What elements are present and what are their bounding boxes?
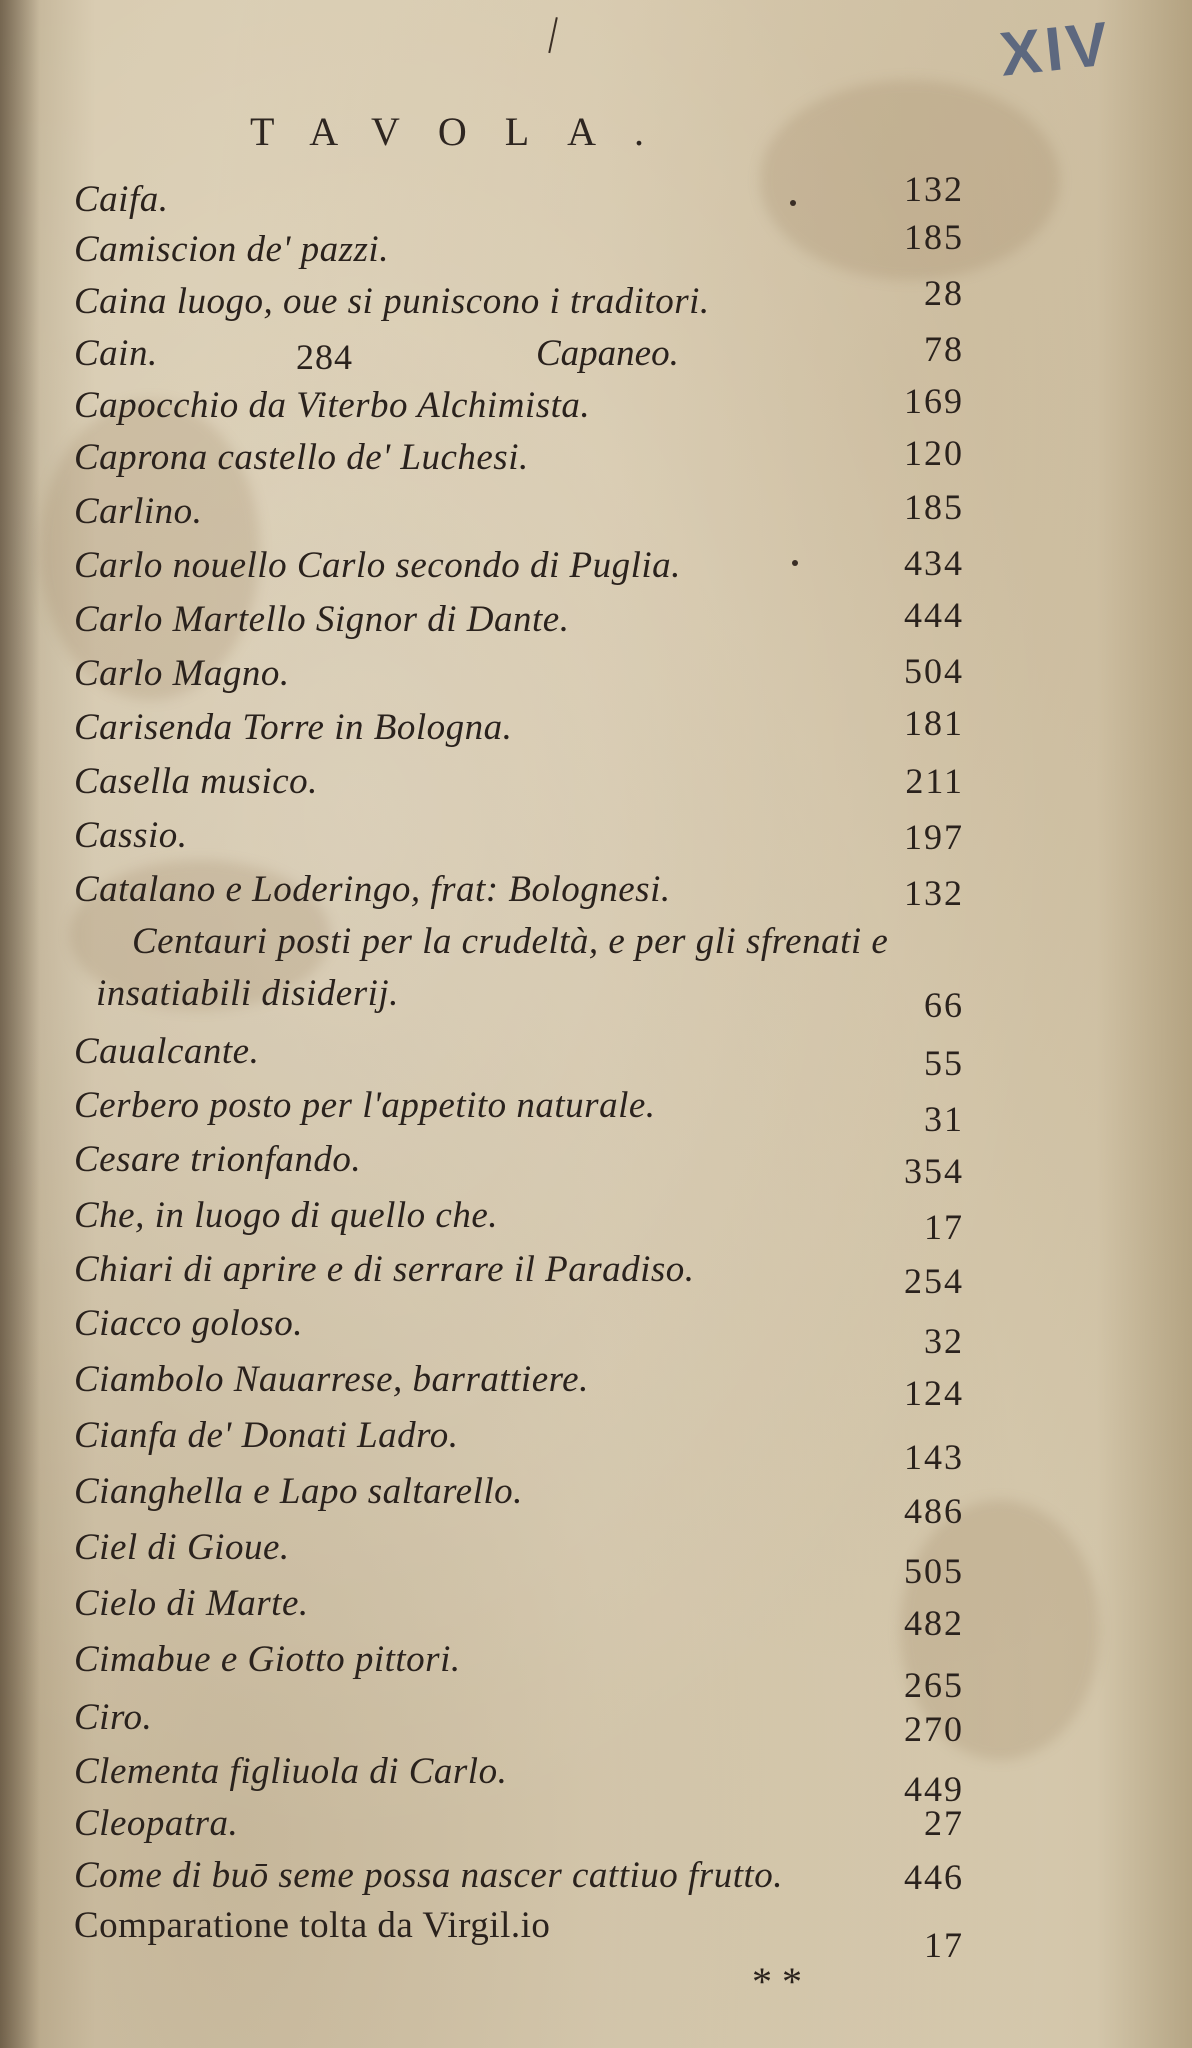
entry-text: Casella musico.: [74, 761, 318, 802]
entry-text: Cassio.: [74, 815, 188, 856]
index-entry: [0, 487, 1192, 538]
entry-page: 31: [924, 1099, 964, 1139]
entry-text: Cain.: [74, 333, 158, 374]
entry-text: Cerbero posto per l'appetito naturale.: [74, 1085, 656, 1126]
entry-page: 434: [904, 543, 964, 583]
entry-page: 132: [904, 873, 964, 913]
entry-page: 78: [924, 329, 964, 369]
entry-page: 169: [904, 381, 964, 421]
entry-page: 211: [905, 761, 964, 801]
entry-page: 197: [904, 817, 964, 857]
entry-text: Caina luogo, oue si puniscono i traditori.: [74, 281, 710, 322]
end-ornament: **: [752, 1959, 812, 2004]
handwritten-folio-number: XIV: [996, 9, 1116, 90]
entry-page: 444: [904, 595, 964, 635]
index-entry: [0, 920, 1192, 968]
entry-text: Caualcante.: [74, 1031, 260, 1072]
entry-text: Caifa.: [74, 179, 169, 220]
entry-text: Cesare trionfando.: [74, 1139, 362, 1180]
entry-text: Carlino.: [74, 491, 203, 532]
index-entry: [0, 1802, 1192, 1850]
index-entry: [0, 1248, 1192, 1301]
entry-page: 486: [904, 1491, 964, 1531]
index-entry: [0, 1138, 1192, 1191]
index-entry: [0, 433, 1192, 484]
ink-mark: |: [545, 8, 563, 55]
entry-text: Clementa figliuola di Carlo.: [74, 1751, 508, 1792]
entry-text: Catalano e Loderingo, frat: Bolognesi.: [74, 869, 671, 910]
entry-page: 482: [904, 1603, 964, 1643]
entry-text: Carlo Martello Signor di Dante.: [74, 599, 570, 640]
index-entry: [0, 1696, 1192, 1749]
entry-text: Carlo nouello Carlo secondo di Puglia.: [74, 545, 681, 586]
entry-text: Come di buō seme possa nascer cattiuo frutto.: [74, 1855, 784, 1896]
entry-page-inline: 284: [296, 337, 353, 377]
entry-text: Cleopatra.: [74, 1803, 239, 1844]
entry-text: Cianfa de' Donati Ladro.: [74, 1415, 459, 1456]
entry-text: Cimabue e Giotto pittori.: [74, 1639, 461, 1680]
entry-page: 265: [904, 1665, 964, 1705]
index-entry: [0, 1750, 1192, 1809]
entry-page: 124: [904, 1373, 964, 1413]
index-entry: [0, 868, 1192, 916]
entry-page: 504: [904, 651, 964, 691]
entry-page: 185: [904, 217, 964, 257]
entry-text: Cielo di Marte.: [74, 1583, 309, 1624]
index-entry: [0, 1302, 1192, 1361]
entry-page: 185: [904, 487, 964, 527]
index-entry: [0, 703, 1192, 754]
entry-page: 132: [904, 169, 964, 209]
index-entry: [0, 652, 1192, 700]
entry-page: 354: [904, 1151, 964, 1191]
index-entry: [0, 217, 1192, 276]
index-entry: [0, 1526, 1192, 1591]
index-entry: [0, 544, 1192, 592]
entry-page: 17: [924, 1925, 964, 1965]
entry-page: 446: [904, 1857, 964, 1897]
entry-text: Ciro.: [74, 1697, 153, 1738]
entry-text: Ciel di Gioue.: [74, 1527, 290, 1568]
index-entry: [0, 595, 1192, 646]
entry-page: 27: [924, 1803, 964, 1843]
entry-page: 143: [904, 1437, 964, 1477]
entry-text: Carisenda Torre in Bologna.: [74, 707, 513, 748]
entry-text: Centauri posti per la crudeltà, e per gli sfrenati e: [132, 921, 889, 962]
entry-page: 449: [904, 1769, 964, 1809]
entry-text: Capocchio da Viterbo Alchimista.: [74, 385, 591, 426]
entry-text: Cianghella e Lapo saltarello.: [74, 1471, 523, 1512]
index-entry: [0, 1854, 1192, 1902]
entry-page: 32: [924, 1321, 964, 1361]
index-entry: [0, 1582, 1192, 1643]
index-entry: [0, 1470, 1192, 1531]
index-entry: [0, 329, 1192, 380]
entry-text: Carlo Magno.: [74, 653, 290, 694]
entry-text: insatiabili disiderij.: [96, 973, 399, 1014]
entry-page: 17: [924, 1207, 964, 1247]
entry-text: Che, in luogo di quello che.: [74, 1195, 499, 1236]
entry-page: 181: [904, 703, 964, 743]
entry-page: 55: [924, 1043, 964, 1083]
entry-text: Ciambolo Nauarrese, barrattiere.: [74, 1359, 589, 1400]
index-entry: [0, 972, 1192, 1025]
index-entry: [0, 1414, 1192, 1477]
index-entry: [0, 1084, 1192, 1139]
entry-text-second: Capaneo.: [536, 333, 679, 374]
entry-text: Ciacco goloso.: [74, 1303, 303, 1344]
entry-text: Chiari di aprire e di serrare il Paradiso.: [74, 1249, 695, 1290]
index-entry: [0, 381, 1192, 432]
index-entry: [0, 1904, 1192, 1965]
entry-page: 28: [924, 273, 964, 313]
index-entry: [0, 169, 1192, 226]
entry-page: 120: [904, 433, 964, 473]
index-entry: [0, 1358, 1192, 1413]
entry-text: Comparatione tolta da Virgil.io: [74, 1905, 551, 1946]
entry-page: 270: [904, 1709, 964, 1749]
page-heading: TAVOLA.: [250, 109, 683, 154]
index-entry: [0, 814, 1192, 862]
entry-page: 505: [904, 1551, 964, 1591]
index-entry: [0, 760, 1192, 808]
index-entry: [0, 1638, 1192, 1705]
index-entry: [0, 273, 1192, 328]
entry-page: 66: [924, 985, 964, 1025]
index-entry: [0, 1194, 1192, 1247]
entry-text: Caprona castello de' Luchesi.: [74, 437, 529, 478]
index-entry: [0, 1030, 1192, 1083]
entry-page: 254: [904, 1261, 964, 1301]
entry-text: Camiscion de' pazzi.: [74, 229, 389, 270]
